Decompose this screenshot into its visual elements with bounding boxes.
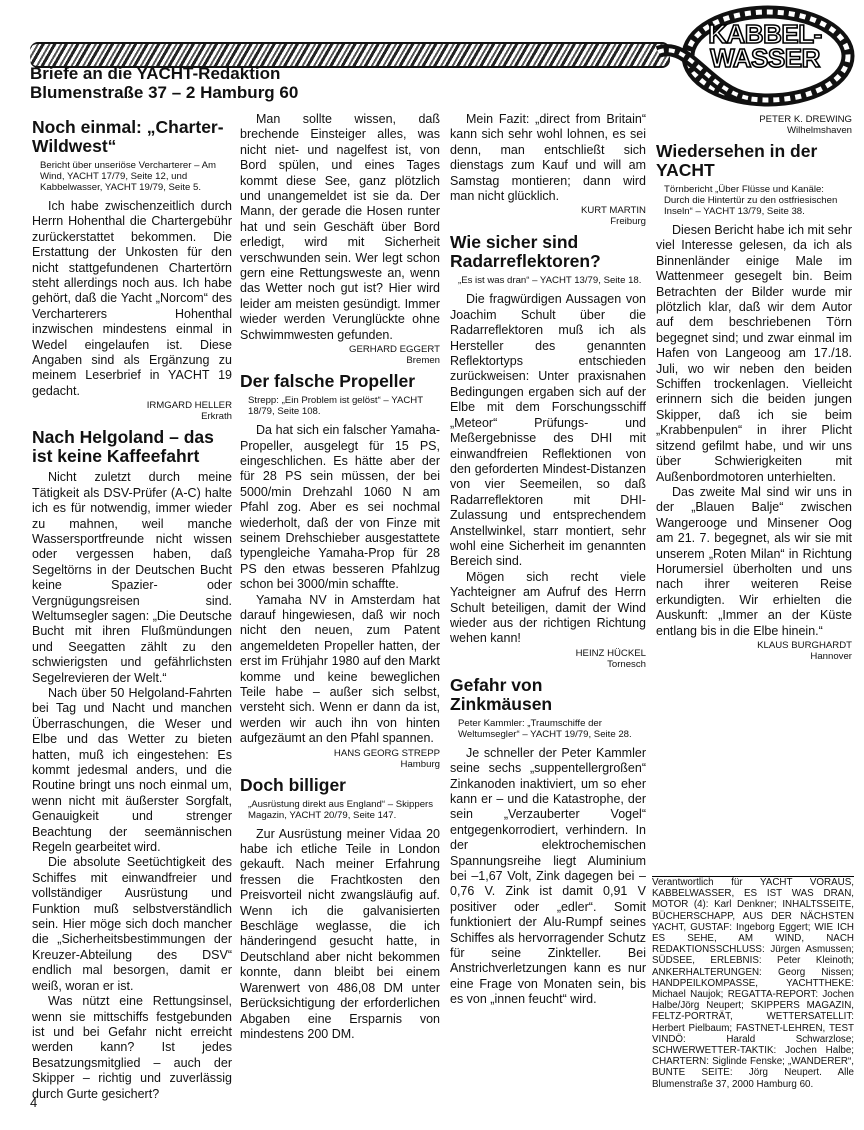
letter-paragraph: Ich habe zwischenzeitlich durch Herrn Hohenthal die Chartergebühr zurückerstattet bekommen. Die Erstattung der Unkosten für den nicht stattgefundenen Chartertörn steht allerdings noch aus. Ich habe gehört, daß die Yacht „Norcom“ des Vercharterers Hohenthal inzwischen mindestens einmal in Wedel eingelaufen ist. Diese Angaben sind als Ergänzung zu meinem Leserbrief in YACHT 19 gedacht. [32,199,232,398]
letter-signature [240,344,440,366]
letter-reference: Bericht über unseriöse Vercharterer – Am Wind, YACHT 17/79, Seite 12, und Kabbelwasser, YACHT 19/79, Seite 5. [40,160,216,193]
letter-paragraph: Zur Ausrüstung meiner Vidaa 20 habe ich etliche Teile in London gekauft. Nach meiner Erfahrung fressen die Frachtkosten den Preisvorteil nicht zwangsläufig auf. Wenn ich die galvanisierten Beschläge weglasse, die ich händeringend gesucht hatte, in Deutschland aber nicht bekommen konnte, dann bleibt bei einem Warenwert von 486,08 DM unter Berücksichtigung der erforderlichen Abgaben eine Ersparnis von mindestens 200 DM. [240,826,440,1041]
letter-paragraph: Die fragwürdigen Aussagen von Joachim Schult über die Radarreflektoren muß ich als Hersteller des genannten Reflektortyps entschieden zurückweisen: Unter praxisnahen Bedingungen ergaben sich auf der Elbe mit dem Forschungsschiff „Meteor“ Prüfungs- und Meßergebnisse des DHI mit einwandfreien Reflektionen von den geforderten Mindest-Distanzen von vier Seemeilen, so daß Radarreflektoren mit DHI-Zulassung und entsprechendem Anstellwinkel, starr montiert, sehr wohl eine Sicherheit im genannten Bereich sind. [450,292,646,569]
letter-paragraph: Mein Fazit: „direct from Britain“ kann sich sehr wohl lohnen, es sei denn, man entschließt sich dienstags zum Kauf und will am Samstag montieren; dann wird man nicht glücklich. [450,112,646,204]
letter-signature [450,648,646,670]
letter-headline: Wiedersehen in der YACHT [656,141,818,180]
author-city: Hannover [810,650,852,662]
letter-reference: Strepp: „Ein Problem ist gelöst“ – YACHT 18/79, Seite 108. [248,395,423,418]
letter-reference: Törnbericht „Über Flüsse und Kanäle: Durch die Hintertür zu den ostfriesischen Inseln“ – YACHT 13/79, Seite 38. [664,184,838,217]
author-city: Bremen [406,355,440,367]
letter-signature [32,400,232,422]
author-name: KURT MARTIN [580,205,646,217]
letter-paragraph: Je schneller der Peter Kammler seine sechs „suppentellergroßen“ Zinkanoden inaktiviert, um so eher kann er – und die Katastrophe, der sein „Verzauberter Vogel“ entgegenkorrodiert, verhindern. In der elektrochemischen Spannungsreihe liegt Aluminium bei –1,67 Volt, Zink dagegen bei –0,76 V. Zink ist damit 0,91 V positiver oder „edler“. Somit funktioniert der Alu-Rumpf seines Schiffes als hervorragender Schutz für seine Zinkteller. Bei Anstrichverletzungen kann es nur eine Frage von Monaten sein, bis es von „innen feucht“ wird. [450,745,646,1007]
author-name: KLAUS BURGHARDT [757,639,852,651]
letter-reference: Peter Kammler: „Traumschiffe der Weltumsegler“ – YACHT 19/79, Seite 28. [458,717,632,740]
letter-paragraph: Nicht zuletzt durch meine Tätigkeit als DSV-Prüfer (A-C) halte ich es für notwendig, immer wieder zu mahnen, weil manche Wassersportfreunde nicht wissen oder vergessen haben, daß Segeltörns in der Deutschen Bucht keine Spazier- oder Vergnügungsreisen sind. Weltumsegler sagen: „Die Deutsche Bucht mit ihren Flußmündungen und Seegatten zählt zu den schwierigsten und gefährlichsten Segelrevieren der Welt.“ [32,470,232,685]
letter-paragraph: Mögen sich recht viele Yachteigner am Aufruf des Herrn Schult beteiligen, damit der Wind wieder aus der richtigen Richtung wehen kann! [450,569,646,646]
letter-signature [656,640,852,662]
letter-paragraph: Man sollte wissen, daß brechende Einsteiger alles, was nicht niet- und nagelfest ist, von Bord spülen, und eines Tages kommt diese See, ganz plötzlich und unangemeldet ist sie da. Der Mann, der gerade die Hosen runter hat und sein Geschäft über Bord erledigt, wird mit Sicherheit verschwunden sein. Wer legt schon gern eine Rettungsweste an, wenn das Wetter noch gut ist? Hier wird leider am meisten gesündigt. Immer wieder werden Verunglückte ohne Schwimmwesten gefunden. [240,112,440,342]
letter-paragraph: Die absolute Seetüchtigkeit des Schiffes mit einwandfreier und vollständiger Ausrüstung und Funktion muß selbstverständlich sein. Hier möge sich doch mancher die „Sicherheitsbestimmungen der Kreuzer-Abteilung des DSV“ endlich mal besorgen, damit er weiß, woran er ist. [32,855,232,993]
author-name: IRMGARD HELLER [146,400,232,412]
letter-paragraph: Das zweite Mal sind wir uns in der „Blauen Balje“ zwischen Wangerooge und Minsener Oog am 21. 7. begegnet, als wir sie mit unserem „Roten Milan“ in Richtung Horumersiel überholten und uns nach ihrer weiteren Reise erkundigten. Wir erhielten die Auskunft: „Immer an der Küste entlang bis in die Elbe hinein.“ [656,484,852,638]
imprint-box: Verantwortlich für YACHT VORAUS, KABBELWASSER, ES IST WAS DRAN, MOTOR (4): Karl Denkner; INHALTSSEITE, BÜCHERSCHAPP, AUS DER NÄCHSTEN YACHT, GUSTAF: Ingeborg Eggert; WIE ICH ES SEHE, AM WIND, NACH REDAKTIONSSCHLUSS: Jürgen Asmussen; SÜDSEE, ERLEBNIS: Peter Kleinoth; ANKERHALTERUNGEN: Georg Nissen; HANDPEILKOMPASSE, YACHTTHEKE: Michael Naujok; REGATTA-REPORT: Jochen Halbe/Jörg Neupert; SKIPPERS MAGAZIN, FELTZ-PORTRÄT, WETTERSATELLIT: Herbert Pielbaum; FASTNET-LEHREN, TEST VINDÖ: Harald Schwarzlose; SCHWERWETTER-TAKTIK: Jochen Halbe; CHARTERN: Siglinde Fenske; „WANDERER“, BUNTE SEITE: Jörg Neupert. Alle Blumenstraße 37, 2000 Hamburg 60. [652,877,854,1090]
letter-signature [240,748,440,770]
letter-paragraph: Yamaha NV in Amsterdam hat darauf hingewiesen, daß wir noch nicht den neuen, zum Patent angemeldeten Propeller hatten, der erst im Frühjahr 1980 auf den Markt komme und keine beweglichen Teile habe – außer sich selbst, versteht sich. Wenn er dann da ist, werden wir auch ihn von hinten aufgezäumt an den Pfahl spannen. [240,592,440,746]
letter-paragraph: Diesen Bericht habe ich mit sehr viel Interesse gelesen, da ich als Binnenländer einige Male im Wattenmeer gesegelt bin. Beim Betrachten der Bilder wurde mir plötzlich klar, daß wir dem Autor auf dem beschriebenen Törn begegnet sind; und zwar einmal im Hafen von Langeoog am 17./18. Juli, wo wir neben den beiden Schiffen trockenlagen. Vielleicht erinnern sich die beiden jungen Skipper, daß ich sie beim „Krabbenpulen“ in ihrer Plicht sitzend gefilmt habe, und wir uns über Schwierigkeiten mit Außenbordmotoren unterhielten. [656,223,852,484]
kabbelwasser-logo: KABBEL- WASSER [708,19,822,73]
letter-headline: Wie sicher sind Radarreflektoren? [450,232,601,272]
masthead-title: Briefe an die YACHT-Redaktion [30,64,281,83]
author-name: GERHARD EGGERT [349,344,440,356]
author-city: Hamburg [400,758,440,770]
letter-headline: Der falsche Propeller [240,371,416,392]
letter-paragraph: Nach über 50 Helgoland-Fahrten bei Tag und Nacht und manchen Überraschungen, die Weser und Elbe und das Wetter zu bieten hatten, muß ich eingestehen: Es kommt jedesmal anders, und die Routine bringt uns noch einmal um, wenn nicht mit äußerster Sorgfalt, Genauigkeit und strenger Beachtung der seemännischen Regeln gearbeitet wird. [32,685,232,855]
letter-reference: „Ausrüstung direkt aus England“ – Skippers Magazin, YACHT 20/79, Seite 147. [248,798,434,821]
letter-paragraph: Da hat sich ein falscher Yamaha-Propeller, ausgelegt für 15 PS, eingeschlichen. Es hätte aber der für 28 PS sein müssen, der bei 5000/min Drehzahl 1060 N am Pfahl zog. Aber es sei nochmal wiederholt, daß der von Finze mit seinem Drehschieber ausgestattete typengleiche Yamaha-Prop für 28 PS den etwas besseren Pfahlzug schon bei 3000/min schaffte. [240,423,440,592]
column-3 [450,112,646,1007]
letter-reference: „Es ist was dran“ – YACHT 13/79, Seite 18. [458,275,642,287]
letter-headline: Doch billiger [240,774,346,795]
page-number: 4 [30,1095,38,1110]
column-1 [32,112,232,1101]
author-city: Tornesch [607,658,646,670]
letter-signature [656,114,852,136]
author-city: Erkrath [201,411,232,423]
author-city: Wilhelmshaven [786,125,852,136]
letter-headline: Gefahr von Zinkmäusen [450,674,553,714]
author-name: PETER K. DREWING [759,114,852,125]
author-city: Freiburg [610,216,646,228]
author-name: HEINZ HÜCKEL [575,647,646,659]
column-4 [656,112,852,667]
column-2 [240,112,440,1041]
author-name: HANS GEORG STREPP [333,747,440,759]
letter-headline: Noch einmal: „Charter-Wildwest“ [32,117,224,156]
letter-paragraph: Was nützt eine Rettungsinsel, wenn sie mittschiffs festgebunden ist und bei Gefahr nicht erreicht werden kann? Ist jedes Besatzungsmitglied – auch der Skipper – richtig und zuverlässig durch Gurte gesichert? [32,994,232,1101]
masthead-address: Blumenstraße 37 – 2 Hamburg 60 [30,83,299,102]
masthead [30,64,450,102]
letter-headline: Nach Helgoland – das ist keine Kaffeefahrt [32,427,214,467]
letter-signature [450,205,646,227]
